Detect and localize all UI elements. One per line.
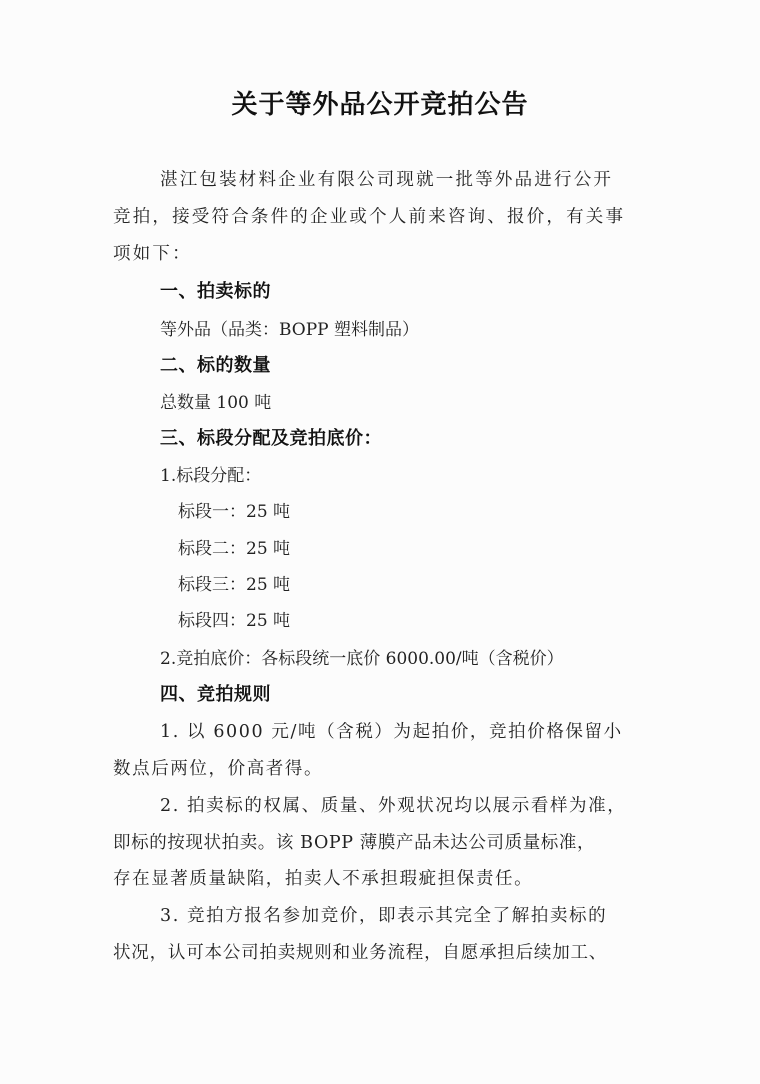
lot-item: 标段三：25 吨 [178, 575, 291, 595]
rule-2-line-3: 存在显著质量缺陷，拍卖人不承担瑕疵担保责任。 [113, 869, 534, 889]
section-2-heading: 二、标的数量 [160, 355, 271, 376]
rule-2-line-2: 即标的按现状拍卖。该 BOPP 薄膜产品未达公司质量标准， [113, 833, 596, 853]
intro-line-1: 湛江包装材料企业有限公司现就一批等外品进行公开 [160, 170, 614, 190]
section-4-heading: 四、竞拍规则 [160, 684, 271, 705]
intro-line-2: 竞拍，接受符合条件的企业或个人前来咨询、报价，有关事 [113, 207, 626, 227]
intro-line-3: 项如下： [113, 244, 192, 264]
lot-item: 标段二：25 吨 [178, 539, 291, 559]
rule-3-line-1: 3. 竞拍方报名参加竞价，即表示其完全了解拍卖标的 [160, 906, 608, 926]
rule-1-line-2: 数点后两位，价高者得。 [113, 759, 324, 779]
rule-3-line-2: 状况，认可本公司拍卖规则和业务流程，自愿承担后续加工、 [113, 943, 608, 963]
section-2-text: 总数量 100 吨 [160, 393, 272, 413]
section-3-heading: 三、标段分配及竞拍底价： [160, 428, 382, 449]
section-3-sub2: 2.竞拍底价：各标段统一底价 6000.00/吨（含税价） [160, 649, 564, 669]
section-3-sub1: 1.标段分配： [160, 466, 262, 486]
lot-item: 标段四：25 吨 [178, 611, 291, 631]
rule-2-line-1: 2. 拍卖标的权属、质量、外观状况均以展示看样为准， [160, 796, 627, 816]
section-1-text: 等外品（品类：BOPP 塑料制品） [160, 320, 420, 340]
rule-1-line-1: 1. 以 6000 元/吨（含税）为起拍价，竞拍价格保留小 [160, 722, 623, 742]
section-1-heading: 一、拍卖标的 [160, 281, 271, 302]
page-title: 关于等外品公开竞拍公告 [231, 90, 529, 120]
lot-item: 标段一：25 吨 [178, 502, 291, 522]
